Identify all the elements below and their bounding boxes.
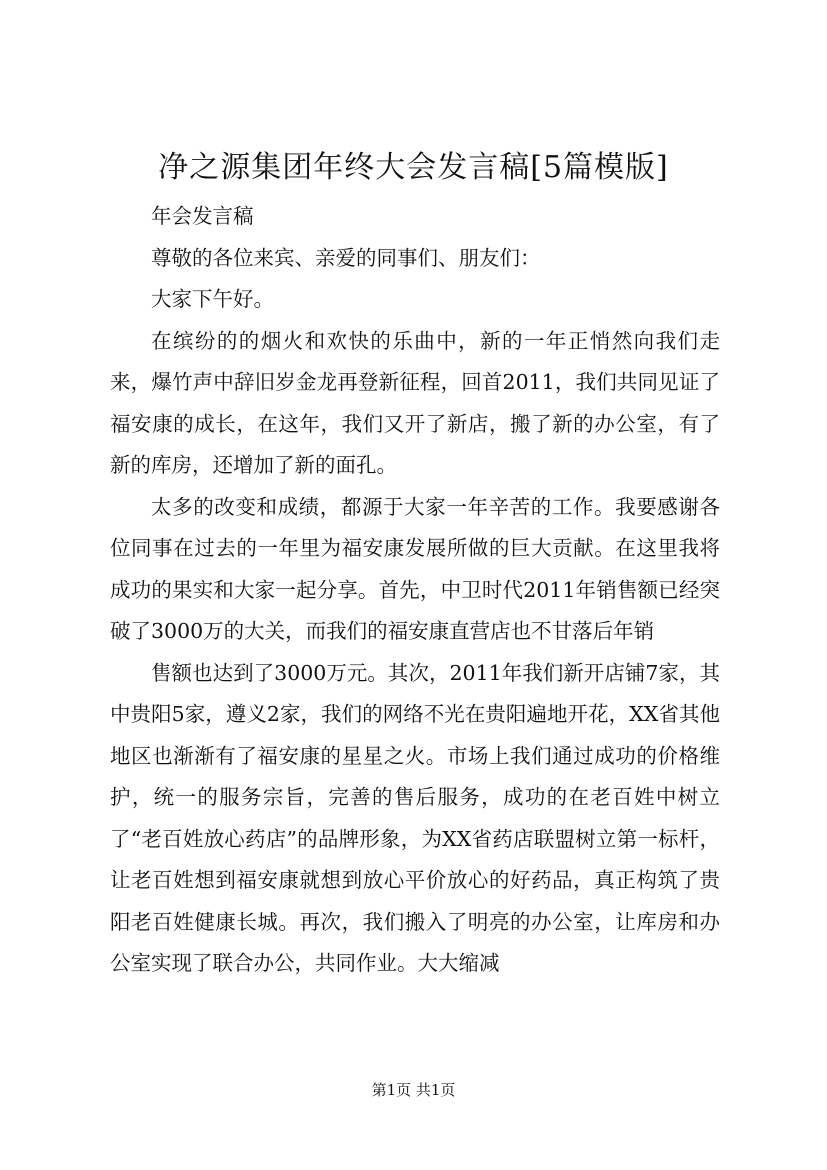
paragraph-sales-and-stores: 售额也达到了3000万元。其次，2011年我们新开店铺7家，其中贵阳5家，遵义2家，我们的网络不光在贵阳遍地开花，XX省其他地区也渐渐有了福安康的星星之火。市场上我们通过成功的价格维护，统一的服务宗旨，完善的售后服务，成功的在老百姓中树立了“老百姓放心药店”的品牌形象，为XX省药店联盟树立第一标杆，让老百姓想到福安康就想到放心平价放心的好药品，真正构筑了贵阳老百姓健康长城。再次，我们搬入了明亮的办公室，让库房和办公室实现了联合办公，共同作业。大大缩减 [110, 660, 720, 975]
paragraph-salutation: 尊敬的各位来宾、亲爱的同事们、朋友们： [151, 245, 541, 270]
paragraph-heading: 年会发言稿 [151, 204, 254, 228]
document-title: 净之源集团年终大会发言稿[5篇模版] [158, 150, 669, 185]
paragraph-greeting: 大家下午好。 [151, 287, 274, 311]
document-body [110, 196, 720, 985]
page-footer: 第1页 共1页 [371, 1081, 456, 1099]
paragraph-achievements: 太多的改变和成绩，都源于大家一年辛苦的工作。我要感谢各位同事在过去的一年里为福安康发展所做的巨大贡献。在这里我将成功的果实和大家一起分享。首先，中卫时代2011年销售额已经突破了3000万的大关，而我们的福安康直营店也不甘落后年销 [110, 494, 720, 643]
paragraph-new-year: 在缤纷的的烟火和欢快的乐曲中，新的一年正悄然向我们走来，爆竹声中辞旧岁金龙再登新征程，回首2011，我们共同见证了福安康的成长，在这年，我们又开了新店，搬了新的办公室，有了新的库房，还增加了新的面孔。 [110, 328, 720, 477]
